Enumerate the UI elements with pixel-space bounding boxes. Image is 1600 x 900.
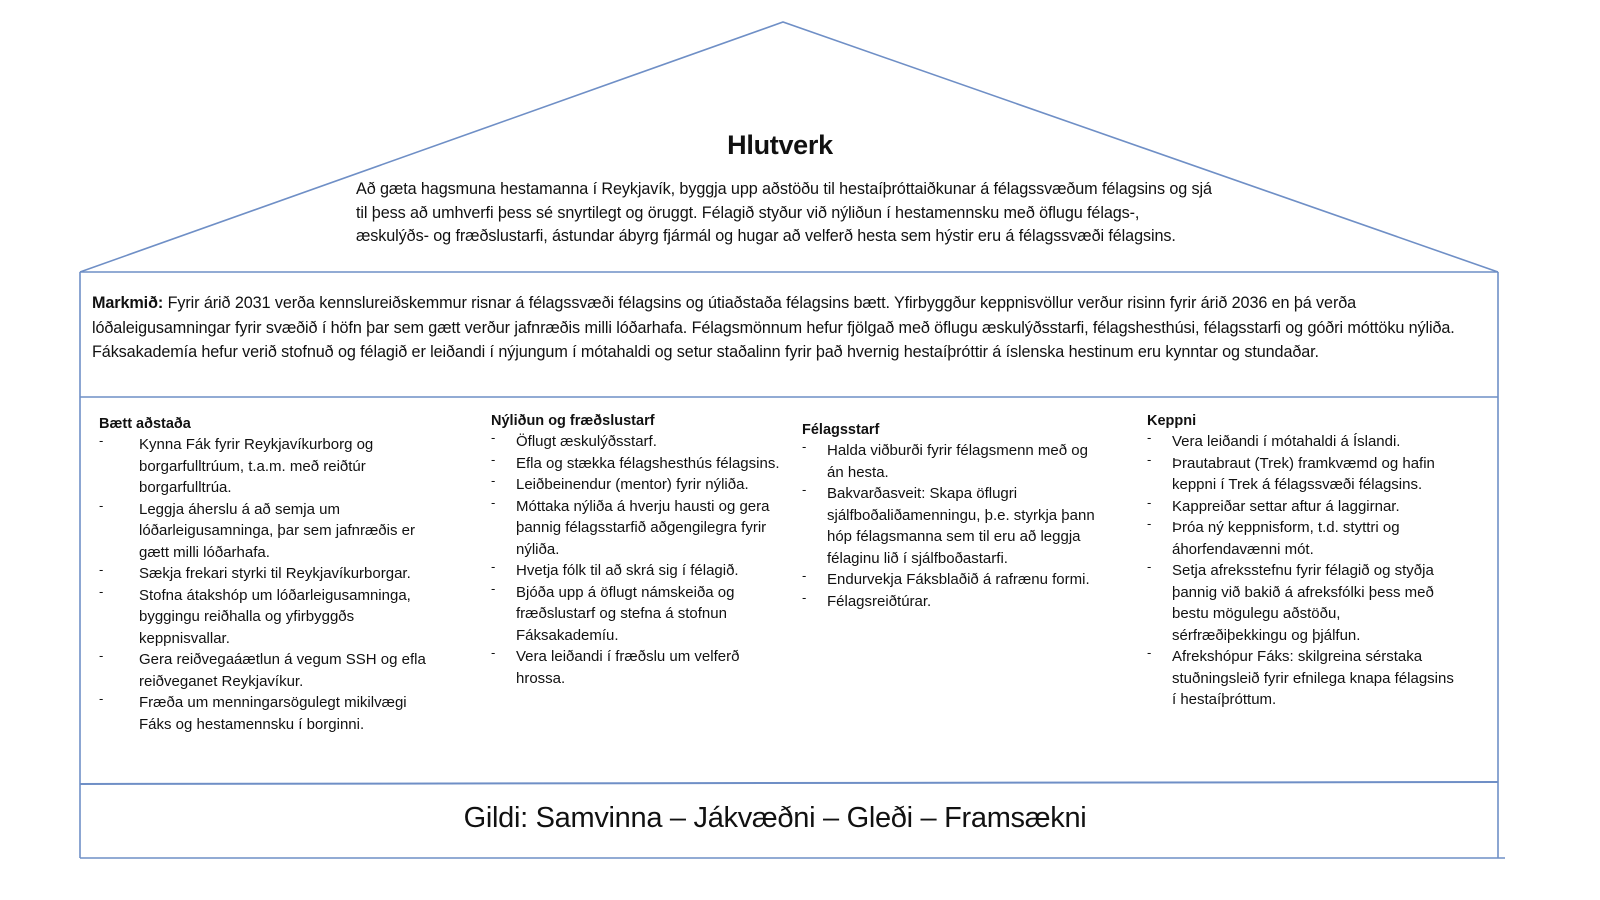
dash-bullet-icon: - [1147,559,1152,574]
dash-bullet-icon: - [1147,516,1152,531]
dash-bullet-icon: - [1147,451,1152,467]
dash-bullet-icon: - [1147,494,1152,510]
list-item: - Efla og stækka félagshesthús félagsins. [491,453,781,475]
list-item: - Setja afreksstefnu fyrir félagið og styðja þannig við bakið á afreksfólki þess með bestu mögulegu aðstöðu, sérfræðiþekkingu og þjálfun. [1147,560,1457,646]
pillar-title: Keppni [1147,413,1197,429]
dash-bullet-icon: - [802,482,807,497]
list-item: - Móttaka nýliða á hverju hausti og gera þannig félagsstarfið aðgengilegra fyrir nýliða. [491,496,781,561]
dash-bullet-icon: - [1147,645,1152,660]
dash-bullet-icon: - [802,439,807,454]
roof-title: Hlutverk [727,130,833,160]
list-item: - Leggja áherslu á að semja um lóðarleigusamninga, þar sem jafnræðis er gætt milli lóðarhafa. [99,499,439,564]
list-item: - Stofna átakshóp um lóðarleigusamninga, byggingu reiðhalla og yfirbyggðs keppnisvallar. [99,585,439,650]
list-item: - Gera reiðvegaáætlun á vegum SSH og efla reiðveganet Reykjavíkur. [99,649,439,692]
list-item: - Bakvarðasveit: Skapa öflugri sjálfboðaliðamenningu, þ.e. styrkja þann hóp félagsmanna sem til eru að leggja félaginu lið í sjálfboðastarfi. [802,483,1102,569]
list-item: - Vera leiðandi í mótahaldi á Íslandi. [1147,431,1457,453]
dash-bullet-icon: - [99,648,104,663]
pillar-list [491,431,781,689]
list-item: - Þróa ný keppnisform, t.d. styttri og áhorfendavænni mót. [1147,517,1457,560]
pillar-keppni [1147,411,1457,711]
goal-section [92,291,1492,365]
pillar-baett-adstada [99,414,439,735]
dash-bullet-icon: - [802,568,807,583]
pillar-title: Félagsstarf [802,422,880,438]
list-item: - Kappreiðar settar aftur á laggirnar. [1147,496,1457,518]
list-item: - Öflugt æskulýðsstarf. [491,431,781,453]
values-divider [80,782,1498,784]
pillar-nylidun [491,411,781,689]
goal-text: Fyrir árið 2031 verða kennslureiðskemmur risnar á félagssvæði félagsins og útiaðstaða félagsins bætt. Yfirbyggður keppnisvöllur verður risinn fyrir árið 2036 en þá verða lóðaleigusamningar fyrir svæðið í höfn þar sem gætt verður jafnræðis milli lóðarhafa. Félagsmönnum hefur fjölgað með öflugu æskulýðsstarfi, félagshesthúsi, félagsstarfi og góðri móttöku nýliða. Fáksakademía hefur verið stofnuð og félagið er leiðandi í nýjungum í mótahaldi og setur staðalinn fyrir það hvernig hestaíþróttir á íslenska hestinum eru kynntar og stundaðar. [92,294,1455,361]
dash-bullet-icon: - [491,580,496,596]
pillar-title: Nýliðun og fræðslustarf [491,413,655,429]
list-item: - Félagsreiðtúrar. [802,591,1102,613]
list-item: - Hvetja fólk til að skrá sig í félagið. [491,560,781,582]
pillar-felagsstarf [802,420,1102,612]
dash-bullet-icon: - [491,473,496,488]
pillar-title: Bætt aðstaða [99,416,191,432]
dash-bullet-icon: - [491,494,496,510]
list-item: - Sækja frekari styrki til Reykjavíkurborgar. [99,563,439,585]
dash-bullet-icon: - [99,497,104,513]
pillar-list [802,440,1102,612]
list-item: - Fræða um menningarsögulegt mikilvægi Fáks og hestamennsku í borginni. [99,692,439,735]
dash-bullet-icon: - [491,645,496,660]
dash-bullet-icon: - [802,589,807,605]
list-item: - Halda viðburði fyrir félagsmenn með og án hesta. [802,440,1102,483]
list-item: - Kynna Fák fyrir Reykjavíkurborg og borgarfulltrúum, t.a.m. með reiðtúr borgarfulltrúa. [99,434,439,499]
dash-bullet-icon: - [491,559,496,574]
list-item: - Bjóða upp á öflugt námskeiða og fræðslustarf og stefna á stofnun Fáksakademíu. [491,582,781,647]
list-item: - Vera leiðandi í fræðslu um velferð hrossa. [491,646,781,689]
dash-bullet-icon: - [1147,430,1152,445]
list-item: - Leiðbeinendur (mentor) fyrir nýliða. [491,474,781,496]
dash-bullet-icon: - [491,451,496,467]
pillar-list [1147,431,1457,711]
dash-bullet-icon: - [491,430,496,445]
dash-bullet-icon: - [99,691,104,706]
list-item: - Endurvekja Fáksblaðið á rafrænu formi. [802,569,1102,591]
roof-text: Að gæta hagsmuna hestamanna í Reykjavík, byggja upp aðstöðu til hestaíþróttaiðkunar á félagssvæðum félagsins og sjá til þess að umhverfi þess sé snyrtilegt og öruggt. Félagið styður við nýliðun í hestamennsku með öflugu félags-, æskulýðs- og fræðslustarfi, ástundar ábyrg fjármál og hugar að velferð hesta sem hýstir eru á félagssvæði félagsins. [356,180,1212,246]
dash-bullet-icon: - [99,433,104,448]
list-item: - Þrautabraut (Trek) framkvæmd og hafin keppni í Trek á félagssvæði félagsins. [1147,453,1457,496]
dash-bullet-icon: - [99,562,104,577]
goal-label: Markmið: [92,294,164,312]
pillar-list [99,434,439,735]
dash-bullet-icon: - [99,583,104,599]
values-foundation: Gildi: Samvinna – Jákvæðni – Gleði – Framsækni [463,802,1087,834]
list-item: - Afrekshópur Fáks: skilgreina sérstaka stuðningsleið fyrir efnilega knapa félagsins í hestaíþróttum. [1147,646,1457,711]
